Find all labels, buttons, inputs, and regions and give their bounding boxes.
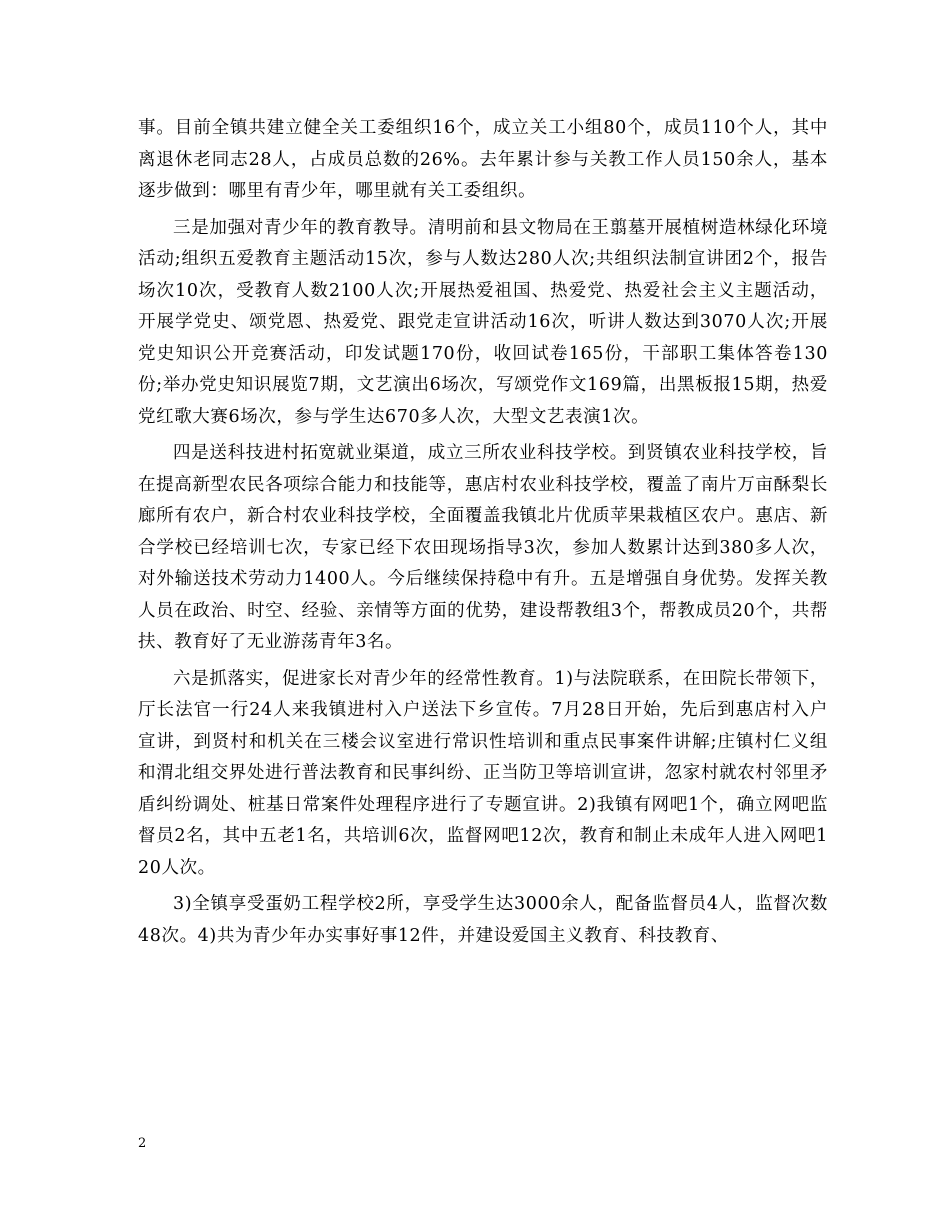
body-text [138,113,828,957]
paragraph: 六是抓落实，促进家长对青少年的经常性教育。1)与法院联系，在田院长带领下，厅长法官一行24人来我镇进村入户送法下乡宣传。7月28日开始，先后到惠店村入户宣讲，到贤村和机关在三楼会议室进行常识性培训和重点民事案件讲解;庄镇村仁义组和渭北组交界处进行普法教育和民事纠纷、正当防卫等培训宣讲，忽家村就农村邻里矛盾纠纷调处、桩基日常案件处理程序进行了专题宣讲。2)我镇有网吧1个，确立网吧监督员2名，其中五老1名，共培训6次，监督网吧12次，教育和制止未成年人进入网吧120人次。 [138,668,828,878]
paragraph: 三是加强对青少年的教育教导。清明前和县文物局在王翦墓开展植树造林绿化环境活动;组织五爱教育主题活动15次，参与人数达280人次;共组织法制宣讲团2个，报告场次10次，受教育人数2100人次;开展热爱祖国、热爱党、热爱社会主义主题活动，开展学党史、颂党恩、热爱党、跟党走宣讲活动16次，听讲人数达到3070人次;开展党史知识公开竞赛活动，印发试题170份，收回试卷165份，干部职工集体答卷130份;举办党史知识展览7期，文艺演出6场次，写颂党作文169篇，出黑板报15期，热爱党红歌大赛6场次，参与学生达670多人次，大型文艺表演1次。 [138,217,828,427]
paragraph: 四是送科技进村拓宽就业渠道，成立三所农业科技学校。到贤镇农业科技学校，旨在提高新型农民各项综合能力和技能等，惠店村农业科技学校，覆盖了南片万亩酥梨长廊所有农户，新合村农业科技学校，全面覆盖我镇北片优质苹果栽植区农户。惠店、新合学校已经培训七次，专家已经下农田现场指导3次，参加人数累计达到380多人次，对外输送技术劳动力1400人。今后继续保持稳中有升。五是增强自身优势。发挥关教人员在政治、时空、经验、亲情等方面的优势，建设帮教组3个，帮教成员20个，共帮扶、教育好了无业游荡青年3名。 [138,443,828,652]
page-number: 2 [138,1136,147,1151]
paragraph: 事。目前全镇共建立健全关工委组织16个，成立关工小组80个，成员110个人，其中离退休老同志28人，占成员总数的26%。去年累计参与关教工作人员150余人，基本逐步做到：哪里有青少年，哪里就有关工委组织。 [138,118,828,201]
paragraph: 3)全镇享受蛋奶工程学校2所，享受学生达3000余人，配备监督员4人，监督次数48次。4)共为青少年办实事好事12件，并建设爱国主义教育、科技教育、 [138,894,828,946]
